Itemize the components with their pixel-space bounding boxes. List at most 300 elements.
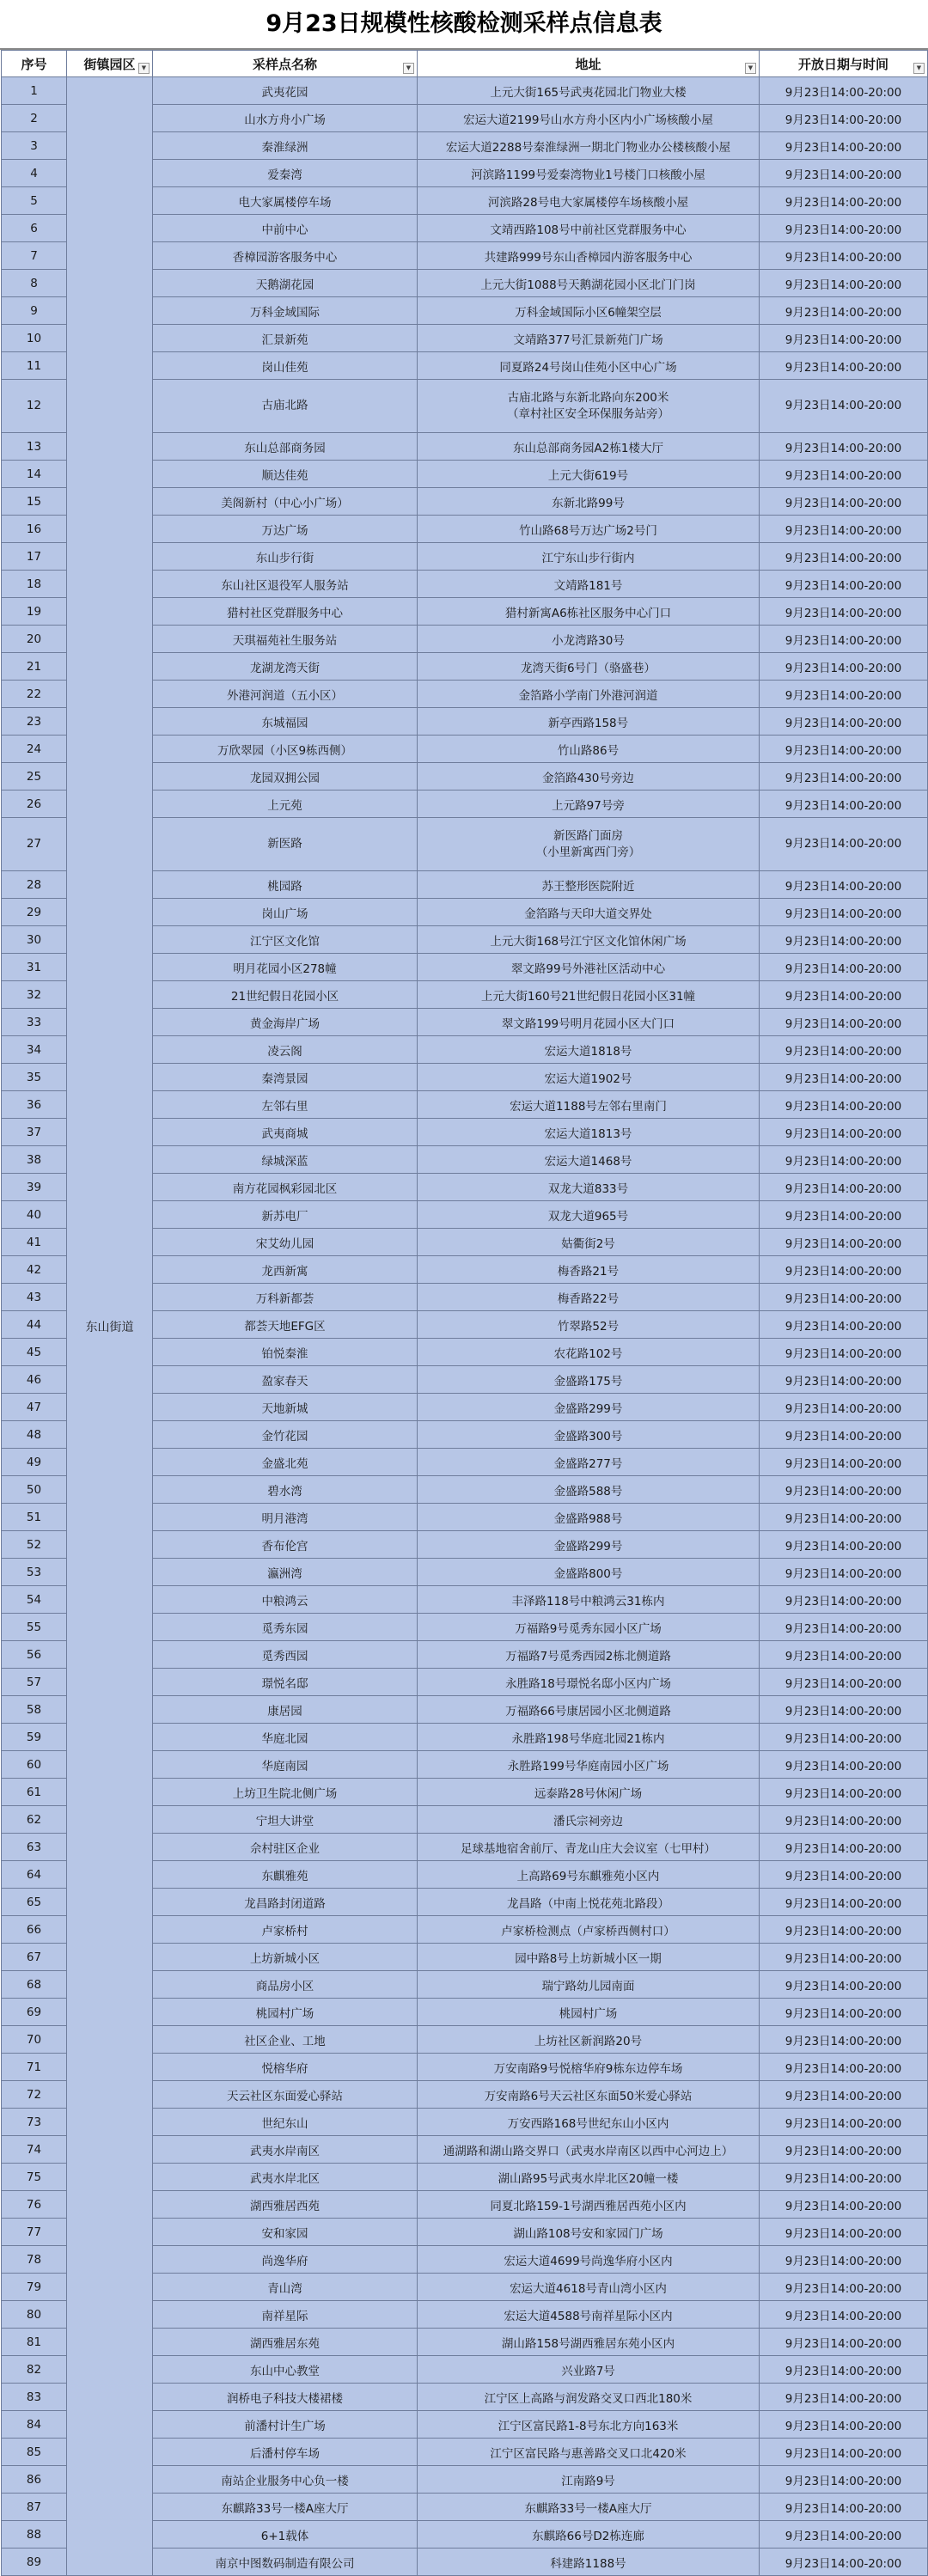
cell-address[interactable]: 小龙湾路30号 — [418, 626, 760, 653]
cell-open-time[interactable]: 9月23日14:00-20:00 — [760, 461, 928, 488]
filter-dropdown-icon[interactable]: ▼ — [913, 63, 925, 74]
cell-site-name[interactable]: 金竹花园 — [153, 1421, 418, 1449]
cell-no[interactable]: 27 — [2, 818, 67, 871]
cell-address[interactable]: 科建路1188号 — [418, 2549, 760, 2576]
cell-address[interactable]: 双龙大道833号 — [418, 1174, 760, 1201]
cell-open-time[interactable]: 9月23日14:00-20:00 — [760, 736, 928, 763]
cell-no[interactable]: 6 — [2, 215, 67, 242]
cell-address[interactable]: 江宁区富民路与惠善路交叉口北420米 — [418, 2439, 760, 2466]
cell-no[interactable]: 80 — [2, 2301, 67, 2329]
cell-open-time[interactable]: 9月23日14:00-20:00 — [760, 516, 928, 543]
cell-no[interactable]: 84 — [2, 2411, 67, 2439]
cell-address[interactable]: 湖山路158号湖西雅居东苑小区内 — [418, 2329, 760, 2356]
cell-open-time[interactable]: 9月23日14:00-20:00 — [760, 2274, 928, 2301]
cell-site-name[interactable]: 觅秀东园 — [153, 1614, 418, 1641]
cell-site-name[interactable]: 万科新都荟 — [153, 1284, 418, 1311]
cell-open-time[interactable]: 9月23日14:00-20:00 — [760, 1531, 928, 1559]
cell-address[interactable]: 上元大街168号江宁区文化馆休闲广场 — [418, 926, 760, 954]
cell-site-name[interactable]: 江宁区文化馆 — [153, 926, 418, 954]
cell-open-time[interactable]: 9月23日14:00-20:00 — [760, 2081, 928, 2109]
cell-address[interactable]: 江宁区富民路1-8号东北方向163米 — [418, 2411, 760, 2439]
cell-address[interactable]: 万科金域国际小区6幢架空层 — [418, 297, 760, 325]
cell-open-time[interactable]: 9月23日14:00-20:00 — [760, 132, 928, 160]
cell-address[interactable]: 宏运大道1468号 — [418, 1146, 760, 1174]
cell-open-time[interactable]: 9月23日14:00-20:00 — [760, 1861, 928, 1889]
cell-open-time[interactable]: 9月23日14:00-20:00 — [760, 1421, 928, 1449]
cell-address[interactable]: 宏运大道2199号山水方舟小区内小广场核酸小屋 — [418, 105, 760, 132]
cell-site-name[interactable]: 盈家春天 — [153, 1366, 418, 1394]
col-header-site-name[interactable]: 采样点名称 ▼ — [153, 51, 418, 77]
cell-open-time[interactable]: 9月23日14:00-20:00 — [760, 981, 928, 1009]
cell-no[interactable]: 74 — [2, 2136, 67, 2164]
cell-open-time[interactable]: 9月23日14:00-20:00 — [760, 325, 928, 352]
cell-no[interactable]: 62 — [2, 1806, 67, 1834]
cell-open-time[interactable]: 9月23日14:00-20:00 — [760, 954, 928, 981]
cell-address[interactable]: 万福路66号康居园小区北侧道路 — [418, 1696, 760, 1724]
cell-site-name[interactable]: 万科金域国际 — [153, 297, 418, 325]
cell-open-time[interactable]: 9月23日14:00-20:00 — [760, 187, 928, 215]
cell-address[interactable]: 万安南路6号天云社区东面50米爱心驿站 — [418, 2081, 760, 2109]
cell-no[interactable]: 50 — [2, 1476, 67, 1504]
cell-address[interactable]: 金盛路588号 — [418, 1476, 760, 1504]
cell-address[interactable]: 万安南路9号悦榕华府9栋东边停车场 — [418, 2054, 760, 2081]
cell-no[interactable]: 20 — [2, 626, 67, 653]
cell-no[interactable]: 48 — [2, 1421, 67, 1449]
cell-address[interactable]: 宏运大道4588号南祥星际小区内 — [418, 2301, 760, 2329]
cell-address[interactable]: 金盛路300号 — [418, 1421, 760, 1449]
cell-address[interactable]: 双龙大道965号 — [418, 1201, 760, 1229]
cell-site-name[interactable]: 万达广场 — [153, 516, 418, 543]
cell-address[interactable]: 河滨路1199号爱秦湾物业1号楼门口核酸小屋 — [418, 160, 760, 187]
cell-site-name[interactable]: 黄金海岸广场 — [153, 1009, 418, 1036]
cell-no[interactable]: 14 — [2, 461, 67, 488]
cell-no[interactable]: 16 — [2, 516, 67, 543]
cell-no[interactable]: 64 — [2, 1861, 67, 1889]
cell-no[interactable]: 67 — [2, 1944, 67, 1971]
cell-open-time[interactable]: 9月23日14:00-20:00 — [760, 1806, 928, 1834]
cell-open-time[interactable]: 9月23日14:00-20:00 — [760, 1284, 928, 1311]
cell-open-time[interactable]: 9月23日14:00-20:00 — [760, 1971, 928, 1999]
cell-no[interactable]: 5 — [2, 187, 67, 215]
cell-open-time[interactable]: 9月23日14:00-20:00 — [760, 1174, 928, 1201]
cell-address[interactable]: 金箔路430号旁边 — [418, 763, 760, 791]
cell-no[interactable]: 77 — [2, 2219, 67, 2246]
cell-no[interactable]: 22 — [2, 681, 67, 708]
cell-no[interactable]: 54 — [2, 1586, 67, 1614]
cell-site-name[interactable]: 世纪东山 — [153, 2109, 418, 2136]
cell-no[interactable]: 72 — [2, 2081, 67, 2109]
cell-address[interactable]: 宏运大道1818号 — [418, 1036, 760, 1064]
cell-address[interactable]: 万福路9号觅秀东园小区广场 — [418, 1614, 760, 1641]
cell-address[interactable] — [418, 818, 760, 871]
cell-open-time[interactable]: 9月23日14:00-20:00 — [760, 1366, 928, 1394]
cell-site-name[interactable]: 岗山广场 — [153, 899, 418, 926]
cell-address[interactable]: 河滨路28号电大家属楼停车场核酸小屋 — [418, 187, 760, 215]
cell-no[interactable]: 69 — [2, 1999, 67, 2026]
col-header-open-time[interactable]: 开放日期与时间 ▼ — [760, 51, 928, 77]
cell-address[interactable]: 文靖路181号 — [418, 571, 760, 598]
cell-site-name[interactable]: 香樟园游客服务中心 — [153, 242, 418, 270]
cell-address[interactable]: 金箔路小学南门外港河润道 — [418, 681, 760, 708]
cell-no[interactable]: 73 — [2, 2109, 67, 2136]
cell-address[interactable]: 东麒路33号一楼A座大厅 — [418, 2494, 760, 2521]
cell-no[interactable]: 47 — [2, 1394, 67, 1421]
cell-open-time[interactable]: 9月23日14:00-20:00 — [760, 2411, 928, 2439]
cell-site-name[interactable]: 南站企业服务中心负一楼 — [153, 2466, 418, 2494]
cell-no[interactable]: 58 — [2, 1696, 67, 1724]
cell-site-name[interactable]: 上坊卫生院北侧广场 — [153, 1779, 418, 1806]
cell-open-time[interactable]: 9月23日14:00-20:00 — [760, 571, 928, 598]
cell-no[interactable]: 60 — [2, 1751, 67, 1779]
cell-open-time[interactable]: 9月23日14:00-20:00 — [760, 160, 928, 187]
cell-address[interactable]: 宏运大道1188号左邻右里南门 — [418, 1091, 760, 1119]
cell-site-name[interactable]: 古庙北路 — [153, 380, 418, 433]
cell-open-time[interactable]: 9月23日14:00-20:00 — [760, 1641, 928, 1669]
cell-no[interactable]: 13 — [2, 433, 67, 461]
cell-address[interactable]: 金盛路175号 — [418, 1366, 760, 1394]
cell-open-time[interactable]: 9月23日14:00-20:00 — [760, 2219, 928, 2246]
cell-site-name[interactable]: 湖西雅居西苑 — [153, 2191, 418, 2219]
cell-site-name[interactable]: 龙湖龙湾天街 — [153, 653, 418, 681]
cell-site-name[interactable]: 悦榕华府 — [153, 2054, 418, 2081]
cell-site-name[interactable]: 南方花园枫彩园北区 — [153, 1174, 418, 1201]
cell-site-name[interactable]: 新医路 — [153, 818, 418, 871]
cell-address[interactable]: 竹翠路52号 — [418, 1311, 760, 1339]
cell-site-name[interactable]: 碧水湾 — [153, 1476, 418, 1504]
cell-site-name[interactable]: 武夷水岸北区 — [153, 2164, 418, 2191]
cell-site-name[interactable]: 东麒路33号一楼A座大厅 — [153, 2494, 418, 2521]
cell-address[interactable]: 金盛路277号 — [418, 1449, 760, 1476]
cell-open-time[interactable]: 9月23日14:00-20:00 — [760, 2191, 928, 2219]
cell-no[interactable]: 7 — [2, 242, 67, 270]
cell-site-name[interactable]: 武夷商城 — [153, 1119, 418, 1146]
cell-site-name[interactable]: 宋艾幼儿园 — [153, 1229, 418, 1256]
cell-address[interactable]: 足球基地宿舍前厅、青龙山庄大会议室（七甲村） — [418, 1834, 760, 1861]
cell-no[interactable]: 82 — [2, 2356, 67, 2384]
cell-site-name[interactable]: 社区企业、工地 — [153, 2026, 418, 2054]
cell-address[interactable]: 江南路9号 — [418, 2466, 760, 2494]
cell-site-name[interactable]: 金盛北苑 — [153, 1449, 418, 1476]
cell-no[interactable]: 24 — [2, 736, 67, 763]
cell-street[interactable]: 东山街道 — [67, 77, 153, 2576]
cell-no[interactable]: 17 — [2, 543, 67, 571]
cell-open-time[interactable]: 9月23日14:00-20:00 — [760, 1944, 928, 1971]
cell-open-time[interactable]: 9月23日14:00-20:00 — [760, 433, 928, 461]
cell-open-time[interactable]: 9月23日14:00-20:00 — [760, 763, 928, 791]
cell-open-time[interactable]: 9月23日14:00-20:00 — [760, 2109, 928, 2136]
cell-address[interactable]: 上元大街619号 — [418, 461, 760, 488]
cell-address[interactable]: 文靖西路108号中前社区党群服务中心 — [418, 215, 760, 242]
cell-site-name[interactable]: 南祥星际 — [153, 2301, 418, 2329]
cell-address[interactable]: 宏运大道4699号尚逸华府小区内 — [418, 2246, 760, 2274]
cell-site-name[interactable]: 宁坦大讲堂 — [153, 1806, 418, 1834]
cell-site-name[interactable]: 湖西雅居东苑 — [153, 2329, 418, 2356]
cell-no[interactable]: 41 — [2, 1229, 67, 1256]
cell-address[interactable]: 翠文路199号明月花园小区大门口 — [418, 1009, 760, 1036]
cell-open-time[interactable]: 9月23日14:00-20:00 — [760, 215, 928, 242]
cell-address[interactable]: 猎村新寓A6栋社区服务中心门口 — [418, 598, 760, 626]
cell-open-time[interactable]: 9月23日14:00-20:00 — [760, 871, 928, 899]
cell-open-time[interactable]: 9月23日14:00-20:00 — [760, 1394, 928, 1421]
cell-address[interactable]: 上高路69号东麒雅苑小区内 — [418, 1861, 760, 1889]
cell-no[interactable]: 65 — [2, 1889, 67, 1916]
cell-address[interactable]: 新亭西路158号 — [418, 708, 760, 736]
cell-site-name[interactable]: 安和家园 — [153, 2219, 418, 2246]
cell-open-time[interactable]: 9月23日14:00-20:00 — [760, 1064, 928, 1091]
cell-site-name[interactable]: 明月花园小区278幢 — [153, 954, 418, 981]
cell-open-time[interactable]: 9月23日14:00-20:00 — [760, 1779, 928, 1806]
cell-no[interactable]: 11 — [2, 352, 67, 380]
cell-open-time[interactable]: 9月23日14:00-20:00 — [760, 2054, 928, 2081]
cell-no[interactable]: 76 — [2, 2191, 67, 2219]
cell-open-time[interactable]: 9月23日14:00-20:00 — [760, 2164, 928, 2191]
cell-site-name[interactable]: 秦淮绿洲 — [153, 132, 418, 160]
cell-no[interactable]: 3 — [2, 132, 67, 160]
cell-address[interactable]: 上元大街1088号天鹅湖花园小区北门门岗 — [418, 270, 760, 297]
cell-open-time[interactable]: 9月23日14:00-20:00 — [760, 1036, 928, 1064]
cell-open-time[interactable]: 9月23日14:00-20:00 — [760, 598, 928, 626]
cell-no[interactable]: 49 — [2, 1449, 67, 1476]
cell-address[interactable]: 竹山路68号万达广场2号门 — [418, 516, 760, 543]
cell-address[interactable]: 万福路7号觅秀西园2栋北侧道路 — [418, 1641, 760, 1669]
cell-site-name[interactable]: 华庭北园 — [153, 1724, 418, 1751]
cell-address[interactable]: 梅香路21号 — [418, 1256, 760, 1284]
cell-site-name[interactable]: 东麒雅苑 — [153, 1861, 418, 1889]
cell-site-name[interactable]: 南京中图数码制造有限公司 — [153, 2549, 418, 2576]
cell-no[interactable]: 85 — [2, 2439, 67, 2466]
cell-site-name[interactable]: 东山总部商务园 — [153, 433, 418, 461]
cell-site-name[interactable]: 凌云阁 — [153, 1036, 418, 1064]
cell-address[interactable]: 江宁东山步行街内 — [418, 543, 760, 571]
cell-site-name[interactable]: 青山湾 — [153, 2274, 418, 2301]
cell-open-time[interactable]: 9月23日14:00-20:00 — [760, 1311, 928, 1339]
cell-site-name[interactable]: 香布伦宫 — [153, 1531, 418, 1559]
cell-address[interactable]: 宏运大道2288号秦淮绿洲一期北门物业办公楼核酸小屋 — [418, 132, 760, 160]
cell-open-time[interactable]: 9月23日14:00-20:00 — [760, 2521, 928, 2549]
cell-no[interactable]: 25 — [2, 763, 67, 791]
cell-address[interactable]: 湖山路95号武夷水岸北区20幢一楼 — [418, 2164, 760, 2191]
cell-no[interactable]: 29 — [2, 899, 67, 926]
cell-open-time[interactable]: 9月23日14:00-20:00 — [760, 1009, 928, 1036]
cell-no[interactable]: 43 — [2, 1284, 67, 1311]
cell-open-time[interactable]: 9月23日14:00-20:00 — [760, 1724, 928, 1751]
cell-no[interactable]: 52 — [2, 1531, 67, 1559]
cell-address[interactable]: 永胜路18号璟悦名邸小区内广场 — [418, 1669, 760, 1696]
cell-open-time[interactable]: 9月23日14:00-20:00 — [760, 1614, 928, 1641]
cell-address[interactable]: 金箔路与天印大道交界处 — [418, 899, 760, 926]
cell-open-time[interactable]: 9月23日14:00-20:00 — [760, 1119, 928, 1146]
cell-open-time[interactable]: 9月23日14:00-20:00 — [760, 1476, 928, 1504]
filter-dropdown-icon[interactable]: ▼ — [138, 63, 150, 74]
cell-no[interactable]: 87 — [2, 2494, 67, 2521]
cell-open-time[interactable]: 9月23日14:00-20:00 — [760, 1449, 928, 1476]
cell-open-time[interactable]: 9月23日14:00-20:00 — [760, 2246, 928, 2274]
cell-open-time[interactable]: 9月23日14:00-20:00 — [760, 1889, 928, 1916]
cell-no[interactable]: 51 — [2, 1504, 67, 1531]
cell-site-name[interactable]: 汇景新苑 — [153, 325, 418, 352]
cell-no[interactable]: 68 — [2, 1971, 67, 1999]
cell-address[interactable]: 金盛路299号 — [418, 1394, 760, 1421]
filter-dropdown-icon[interactable]: ▼ — [403, 63, 414, 74]
cell-site-name[interactable]: 东山步行街 — [153, 543, 418, 571]
cell-address[interactable]: 共建路999号东山香樟园内游客服务中心 — [418, 242, 760, 270]
cell-no[interactable]: 10 — [2, 325, 67, 352]
cell-site-name[interactable]: 顺达佳苑 — [153, 461, 418, 488]
cell-no[interactable]: 38 — [2, 1146, 67, 1174]
cell-site-name[interactable]: 上元苑 — [153, 791, 418, 818]
cell-site-name[interactable]: 外港河润道（五小区） — [153, 681, 418, 708]
cell-address[interactable]: 湖山路108号安和家园门广场 — [418, 2219, 760, 2246]
cell-no[interactable]: 45 — [2, 1339, 67, 1366]
cell-address[interactable]: 上坊社区新润路20号 — [418, 2026, 760, 2054]
cell-no[interactable]: 70 — [2, 2026, 67, 2054]
cell-no[interactable]: 40 — [2, 1201, 67, 1229]
cell-no[interactable]: 83 — [2, 2384, 67, 2411]
cell-no[interactable]: 12 — [2, 380, 67, 433]
cell-site-name[interactable]: 华庭南园 — [153, 1751, 418, 1779]
cell-address[interactable]: 金盛路299号 — [418, 1531, 760, 1559]
cell-address[interactable]: 东山总部商务园A2栋1楼大厅 — [418, 433, 760, 461]
cell-site-name[interactable]: 璟悦名邸 — [153, 1669, 418, 1696]
cell-no[interactable]: 31 — [2, 954, 67, 981]
cell-open-time[interactable]: 9月23日14:00-20:00 — [760, 2466, 928, 2494]
cell-open-time[interactable]: 9月23日14:00-20:00 — [760, 270, 928, 297]
cell-open-time[interactable]: 9月23日14:00-20:00 — [760, 2301, 928, 2329]
cell-site-name[interactable]: 上坊新城小区 — [153, 1944, 418, 1971]
cell-address[interactable]: 通湖路和湖山路交界口（武夷水岸南区以西中心河边上） — [418, 2136, 760, 2164]
cell-open-time[interactable]: 9月23日14:00-20:00 — [760, 899, 928, 926]
cell-address[interactable]: 翠文路99号外港社区活动中心 — [418, 954, 760, 981]
cell-site-name[interactable]: 中前中心 — [153, 215, 418, 242]
cell-no[interactable]: 66 — [2, 1916, 67, 1944]
cell-address[interactable]: 同夏路24号岗山佳苑小区中心广场 — [418, 352, 760, 380]
cell-no[interactable]: 57 — [2, 1669, 67, 1696]
cell-site-name[interactable]: 东城福园 — [153, 708, 418, 736]
cell-address[interactable]: 万安西路168号世纪东山小区内 — [418, 2109, 760, 2136]
cell-address[interactable]: 上元大街160号21世纪假日花园小区31幢 — [418, 981, 760, 1009]
cell-address[interactable]: 竹山路86号 — [418, 736, 760, 763]
cell-open-time[interactable]: 9月23日14:00-20:00 — [760, 2384, 928, 2411]
cell-open-time[interactable]: 9月23日14:00-20:00 — [760, 352, 928, 380]
cell-no[interactable]: 33 — [2, 1009, 67, 1036]
cell-no[interactable]: 35 — [2, 1064, 67, 1091]
cell-no[interactable]: 71 — [2, 2054, 67, 2081]
cell-site-name[interactable]: 桃园村广场 — [153, 1999, 418, 2026]
cell-site-name[interactable]: 6+1载体 — [153, 2521, 418, 2549]
cell-address[interactable]: 宏运大道4618号青山湾小区内 — [418, 2274, 760, 2301]
cell-address[interactable]: 永胜路199号华庭南园小区广场 — [418, 1751, 760, 1779]
col-header-street[interactable]: 街镇园区 ▼ — [67, 51, 153, 77]
cell-no[interactable]: 81 — [2, 2329, 67, 2356]
cell-no[interactable]: 30 — [2, 926, 67, 954]
cell-no[interactable]: 78 — [2, 2246, 67, 2274]
cell-site-name[interactable]: 爱秦湾 — [153, 160, 418, 187]
cell-address[interactable]: 桃园村广场 — [418, 1999, 760, 2026]
cell-open-time[interactable]: 9月23日14:00-20:00 — [760, 1229, 928, 1256]
cell-site-name[interactable]: 中粮鸿云 — [153, 1586, 418, 1614]
cell-site-name[interactable]: 康居园 — [153, 1696, 418, 1724]
cell-no[interactable]: 75 — [2, 2164, 67, 2191]
cell-site-name[interactable]: 天琪福苑社生服务站 — [153, 626, 418, 653]
cell-address[interactable]: 文靖路377号汇景新苑门广场 — [418, 325, 760, 352]
cell-open-time[interactable]: 9月23日14:00-20:00 — [760, 653, 928, 681]
cell-open-time[interactable]: 9月23日14:00-20:00 — [760, 1834, 928, 1861]
cell-open-time[interactable]: 9月23日14:00-20:00 — [760, 242, 928, 270]
cell-open-time[interactable]: 9月23日14:00-20:00 — [760, 708, 928, 736]
cell-open-time[interactable]: 9月23日14:00-20:00 — [760, 626, 928, 653]
cell-open-time[interactable]: 9月23日14:00-20:00 — [760, 818, 928, 871]
cell-site-name[interactable]: 龙园双拥公园 — [153, 763, 418, 791]
cell-open-time[interactable]: 9月23日14:00-20:00 — [760, 1916, 928, 1944]
cell-site-name[interactable]: 万欣翠园（小区9栋西侧） — [153, 736, 418, 763]
cell-open-time[interactable]: 9月23日14:00-20:00 — [760, 543, 928, 571]
cell-site-name[interactable]: 天鹅湖花园 — [153, 270, 418, 297]
cell-site-name[interactable]: 后潘村停车场 — [153, 2439, 418, 2466]
cell-site-name[interactable]: 润桥电子科技大楼裙楼 — [153, 2384, 418, 2411]
cell-no[interactable]: 79 — [2, 2274, 67, 2301]
cell-site-name[interactable]: 电大家属楼停车场 — [153, 187, 418, 215]
cell-site-name[interactable]: 前潘村计生广场 — [153, 2411, 418, 2439]
cell-address[interactable]: 东新北路99号 — [418, 488, 760, 516]
cell-site-name[interactable]: 铂悦秦淮 — [153, 1339, 418, 1366]
cell-no[interactable]: 8 — [2, 270, 67, 297]
cell-open-time[interactable]: 9月23日14:00-20:00 — [760, 488, 928, 516]
cell-no[interactable]: 32 — [2, 981, 67, 1009]
cell-no[interactable]: 34 — [2, 1036, 67, 1064]
cell-open-time[interactable]: 9月23日14:00-20:00 — [760, 1201, 928, 1229]
cell-site-name[interactable]: 左邻右里 — [153, 1091, 418, 1119]
cell-address[interactable]: 永胜路198号华庭北园21栋内 — [418, 1724, 760, 1751]
cell-no[interactable]: 37 — [2, 1119, 67, 1146]
cell-open-time[interactable]: 9月23日14:00-20:00 — [760, 1751, 928, 1779]
cell-no[interactable]: 53 — [2, 1559, 67, 1586]
cell-address[interactable]: 丰泽路118号中粮鸿云31栋内 — [418, 1586, 760, 1614]
cell-no[interactable]: 89 — [2, 2549, 67, 2576]
cell-site-name[interactable]: 美阁新村（中心小广场） — [153, 488, 418, 516]
cell-no[interactable]: 36 — [2, 1091, 67, 1119]
cell-no[interactable]: 1 — [2, 77, 67, 105]
cell-no[interactable]: 59 — [2, 1724, 67, 1751]
cell-address[interactable]: 梅香路22号 — [418, 1284, 760, 1311]
cell-open-time[interactable]: 9月23日14:00-20:00 — [760, 2439, 928, 2466]
cell-open-time[interactable]: 9月23日14:00-20:00 — [760, 2136, 928, 2164]
cell-no[interactable]: 28 — [2, 871, 67, 899]
cell-open-time[interactable]: 9月23日14:00-20:00 — [760, 1696, 928, 1724]
cell-no[interactable]: 21 — [2, 653, 67, 681]
cell-address[interactable]: 金盛路988号 — [418, 1504, 760, 1531]
cell-address[interactable]: 东麒路66号D2栋连廊 — [418, 2521, 760, 2549]
cell-open-time[interactable]: 9月23日14:00-20:00 — [760, 380, 928, 433]
cell-no[interactable]: 2 — [2, 105, 67, 132]
filter-dropdown-icon[interactable]: ▼ — [745, 63, 756, 74]
cell-no[interactable]: 23 — [2, 708, 67, 736]
cell-no[interactable]: 19 — [2, 598, 67, 626]
cell-open-time[interactable]: 9月23日14:00-20:00 — [760, 926, 928, 954]
cell-address[interactable]: 宏运大道1813号 — [418, 1119, 760, 1146]
cell-address[interactable] — [418, 380, 760, 433]
cell-site-name[interactable]: 天云社区东面爱心驿站 — [153, 2081, 418, 2109]
cell-site-name[interactable]: 秦湾景园 — [153, 1064, 418, 1091]
cell-site-name[interactable]: 东山中心教堂 — [153, 2356, 418, 2384]
cell-address[interactable]: 农花路102号 — [418, 1339, 760, 1366]
cell-site-name[interactable]: 龙昌路封闭道路 — [153, 1889, 418, 1916]
cell-address[interactable]: 苏王整形医院附近 — [418, 871, 760, 899]
cell-site-name[interactable]: 21世纪假日花园小区 — [153, 981, 418, 1009]
cell-site-name[interactable]: 新苏电厂 — [153, 1201, 418, 1229]
cell-no[interactable]: 9 — [2, 297, 67, 325]
cell-site-name[interactable]: 岗山佳苑 — [153, 352, 418, 380]
cell-open-time[interactable]: 9月23日14:00-20:00 — [760, 77, 928, 105]
